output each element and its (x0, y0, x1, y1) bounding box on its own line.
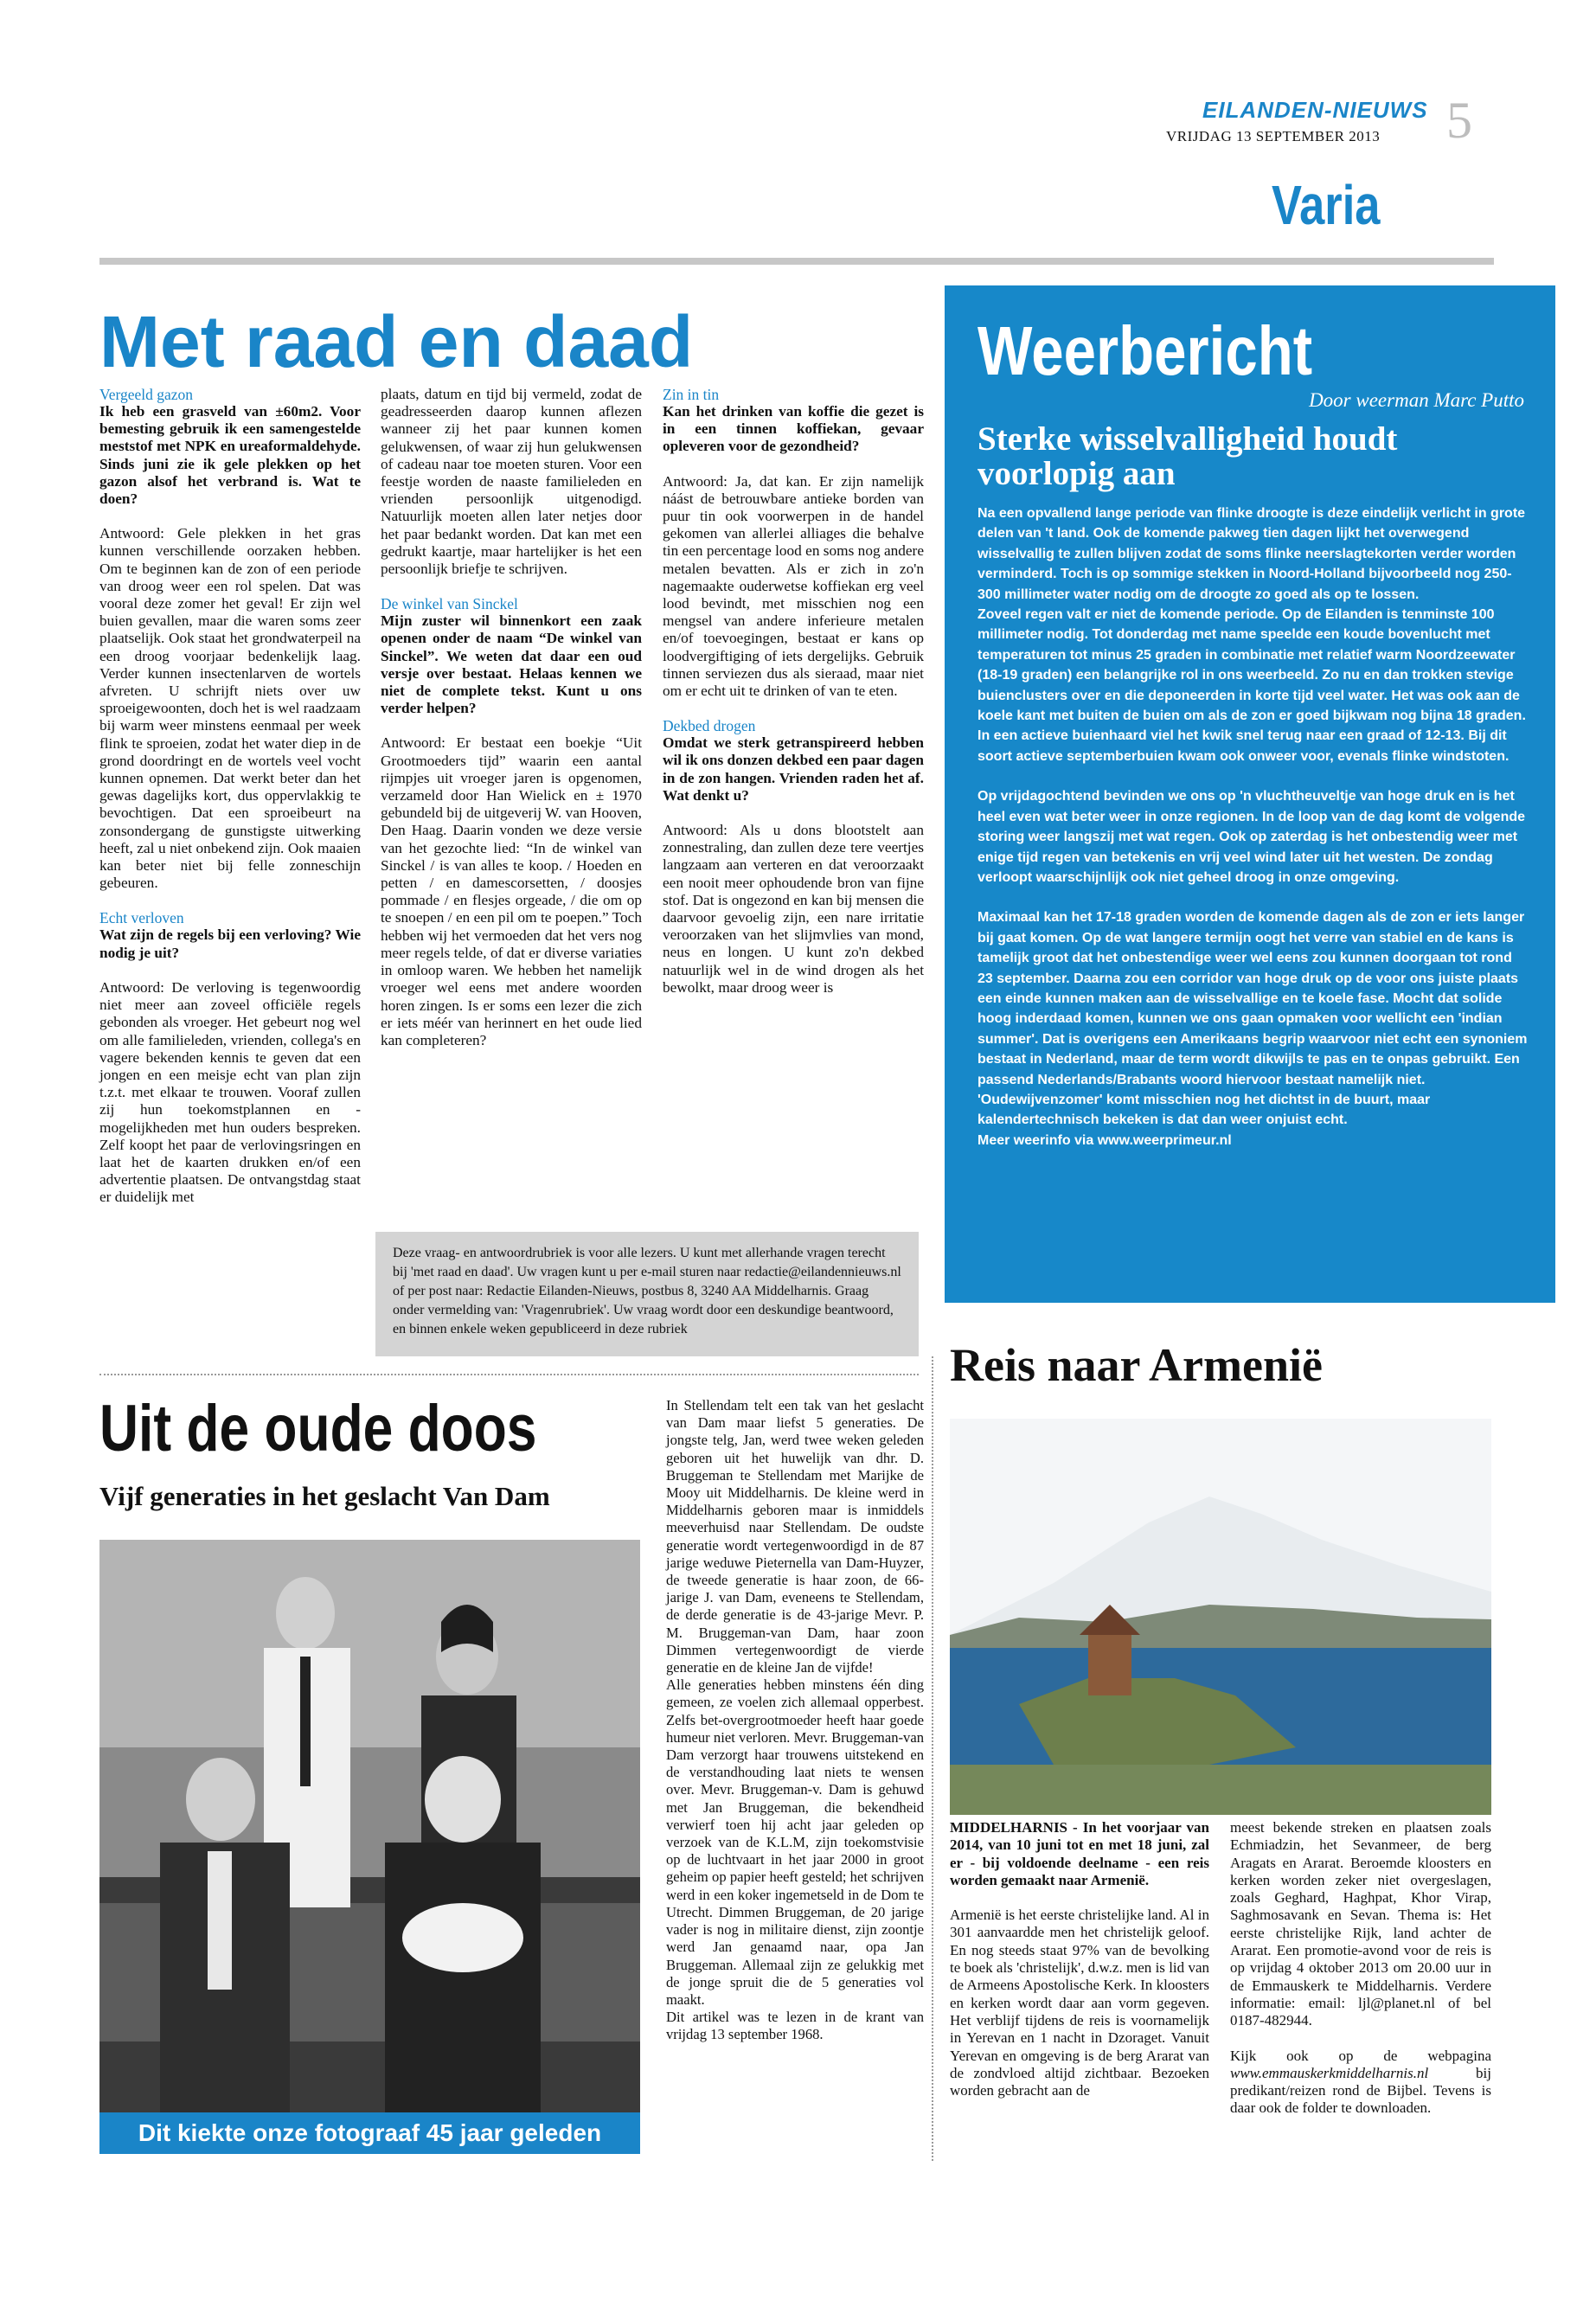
armenia-p2: meest bekende streken en plaatsen zoals Echmiadzin, het Sevanmeer, de berg Aragats en Ararat. Beroemde kloosters en kerken worden zeker niet overgeslagen, zoals Geghard, Haghpat, Khor Virap, Saghmosavank en Sevan. Thema is: Het eerste christelijke Rijk, land achter de Ararat. Een promotie-avond voor de reis is op vrijdag 4 oktober 2013 om 20.00 uur in de Emmauskerk te Middelharnis. Verdere informatie: email: ljl@planet.nl of bel 0187-482944. (1230, 1819, 1491, 2029)
doos-p2: Alle generaties hebben minstens één ding gemeen, ze voelen zich allemaal opperbest. Zelfs bet-overgrootmoeder heeft haar goede humeur niet verloren. Mevr. Bruggeman-van Dam verzorgt haar trouwens uitstekend en de verstandhouding laat niets te wensen over. Mevr. Bruggeman-v. Dam is gehuwd met Jan Bruggeman, die bekendheid verwierf toen hij acht jaar geleden op verzoek van de K.L.M, zijn toekomstvisie op de luchtvaart in het jaar 2000 in groot geheim op papier heeft gesteld; het schrijven werd in een koker ingemetseld in de Dom te Utrecht. Dimmen Bruggeman, de 20 jarige vader is nog in militaire dienst, zijn zoontje werd Jan genaamd naar, opa Jan Bruggeman. Allemaal zijn ze gelukkig met de jonge spruit die de 5 generaties vol maakt. (666, 1676, 924, 2008)
armenia-p1: Armenië is het eerste christelijke land. Al in 301 aanvaardde men het christelijk geloof. En nog steeds staat 97% van de bevolking te boek als 'christelijk', d.w.z. men is lid van de Armeens Apostolische Kerk. In kloosters en kerken wordt daar aan vorm gegeven. Het verblijf tijdens de reis is voornamelijk in Yerevan en 1 nacht in Dzoraget. Vanuit Yerevan en omgeving is de berg Ararat van de zondvloed altijd zichtbaar. Bezoeken worden gebracht aan de (950, 1907, 1209, 2099)
weather-p1: Na een opvallend lange periode van flinke droogte is deze eindelijk verlicht in grote delen van 't land. Ook de komende pakweg tien dagen lijkt het overwegend wisselvallig te zullen blijven zodat de soms flinke neerslagtekorten verder worden verminderd. Toch is op sommige stekken in Noord-Holland bijvoorbeeld nog 250-300 millimeter water nodig om de droogte zo goed als op te lossen. (977, 506, 1526, 602)
q5-heading: Dekbed drogen (663, 717, 756, 735)
q5-answer: Antwoord: Als u dons blootstelt aan zonnestraling, dan zullen deze tere veertjes langzaam aan verteren en dat veroorzaakt een nooit meer ophoudende bron van fijne stof. Dat is ongezond en kan bij mensen die daarvoor gevoelig zijn, een nare irritatie veroorzaken van het slijmvlies van mond, neus en longen. U kunt zo'n dekbed natuurlijk wel in de wind drogen als het bewolkt, maar droog weer is (663, 822, 924, 996)
q3-heading: De winkel van Sinckel (381, 595, 518, 613)
family-photo-illustration (99, 1540, 640, 2154)
weather-p2: Zoveel regen valt er niet de komende periode. Op de Eilanden is tenminste 100 millimeter nodig. Tot donderdag met name speelde een koude bovenlucht met temperaturen tot minus 25 graden in combinatie met relatief warm Noordzeewater (18-19 graden) een belangrijke rol in ons weerbeeld. Zo nu en dan trokken stevige buienclusters over en die deponeerden in korte tijd veel water. Het was ook aan de koele kant met buiten de buien om als de zon er goed bijkwam nog bijna 18 graden. In een actieve buienhaard viel het kwik snel terug naar een graad of 12-13. Bij dit soort actieve septemberbuien kwam ook onweer voor, evenals flinke windstoten. (977, 607, 1526, 764)
armenia-webpage-link[interactable]: www.emmauskerkmiddelharnis.nl (1230, 2064, 1429, 2081)
weather-p4: Maximaal kan het 17-18 graden worden de komende dagen als de zon er iets langer bij gaat komen. Op de wat langere termijn oogt het verre van stabiel en de kans is tamelijk groot dat het onbestendige weer wel eens zou kunnen doorgaan tot rond 23 september. Daarna zou een corridor van hoge druk op de voor ons juiste plaats een einde kunnen maken aan de wisselvallige en te koele fase. Mocht dat solide hoog inderdaad komen, kunnen we ons gaan opmaken voor wellicht een 'indian summer'. Dat is overigens een Amerikaans begrip waarvoor niet echt een synoniem bestaat in Nederland, maar de term wordt dikwijls te pas en te onpas gebruikt. Een passend Nederlands/Brabants woord hiervoor bestaat namelijk niet. 'Oudewijvenzomer' komt misschien nog het dichtst in de buurt, maar kalendertechnisch bekeken is dat dan weer onjuist echt. (977, 910, 1528, 1128)
armenia-title: Reis naar Armenië (950, 1339, 1323, 1391)
raad-info-box: Deze vraag- en antwoordrubriek is voor alle lezers. U kunt met allerhande vragen terecht bij 'met raad en daad'. Uw vragen kunt u per e-mail sturen naar redactie@eilandennieuws.nl of per post naar: Redactie Eilanden-Nieuws, postbus 8, 3240 AA Middelharnis. Graag onder vermelding van: 'Vragenrubriek'. Uw vraag wordt door een deskundige beantwoord, en binnen enkele weken gepubliceerd in deze rubriek (375, 1232, 919, 1356)
column-divider (932, 1356, 933, 2161)
weather-box (945, 285, 1555, 1303)
armenia-photo (950, 1419, 1491, 1815)
armenia-p3-text: Kijk ook op de webpagina (1230, 2047, 1491, 2064)
q2-answer-cont: plaats, datum en tijd bij vermeld, zodat de geadresseerden daarop kunnen aflezen wanneer zij het paar kunnen komen gelukwensen, of waar zij hun gelukwensen of cadeau naar toe moeten sturen. Voor een feestje worden de naaste familieleden en vrienden persoonlijk uitgenodigd. Natuurlijk moeten allen later netjes door het paar bedankt worden. Dat kan met een gedrukt kaartje, maar hartelijker is het een persoonlijk briefje te schrijven. (381, 386, 642, 578)
raad-bottom-rule (99, 1374, 919, 1375)
q2-question: Wat zijn de regels bij een verloving? Wie nodig je uit? (99, 926, 361, 961)
weather-headline: Sterke wisselvalligheid houdt voorlopig aan (977, 420, 1398, 492)
weather-title: Weerbericht (977, 312, 1313, 389)
q1-heading: Vergeeld gazon (99, 386, 194, 403)
weather-p3: Op vrijdagochtend bevinden we ons op 'n vluchtheuveltje van hoge druk en is het heel even wat beter weer in onze regionen. In de loop van de dag komt de volgende storing weer langszij met wat regen. Ook op zaterdag is het onbestendig weer met enige tijd regen van betekenis en vrij veel wind later uit het westen. De zondag verloopt waarschijnlijk ook niet geheel droog in onze omgeving. (977, 789, 1526, 885)
photo-caption: Dit kiekte onze fotograaf 45 jaar geleden (99, 2112, 640, 2154)
armenia-p3-text-2: bij predikant/reizen rond de Bijbel. Tevens is daar ook de folder te downloaden. (1230, 2064, 1491, 2117)
doos-title: Uit de oude doos (99, 1392, 537, 1465)
doos-subtitle: Vijf generaties in het geslacht Van Dam (99, 1481, 550, 1511)
issue-date: VRIJDAG 13 SEPTEMBER 2013 (1166, 128, 1381, 144)
header-rule (99, 258, 1494, 265)
doos-text (666, 1397, 924, 2061)
weather-byline: Door weerman Marc Putto (1309, 389, 1524, 411)
weather-link[interactable]: Meer weerinfo via www.weerprimeur.nl (977, 1132, 1232, 1148)
armenia-col-1 (950, 1819, 1209, 2117)
q1-answer: Antwoord: Gele plekken in het gras kunnen verschillende oorzaken hebben. Om te beginnen kan de zon of een periode van droog weer een rol spelen. Dat was vooral deze zomer het geval! Er zijn wel buien gevallen, maar die waren soms zeer plaatselijk. Ook staat het grondwaterpeil na een droog voorjaar bedenkelijk laag. Verder kunnen insectenlarven de wortels afvreten. U schrijft niets over uw sproeigewoonten, doch het is wel raadzaam bij warm weer minstens eenmaal per week flink te sproeien, zodat het water diep in de grond doordringt en de wortels veel vocht kunnen opnemen. Dat werkt beter dan het gewas dagelijks kort, dus oppervlakkig te bevochtigen. Dat een sproeibeurt na zonsondergang de gunstigste uitwerking heeft, zal u niet onbekend zijn. Ook maaien kan beter niet bij felle zonneschijn gebeuren. (99, 525, 361, 892)
q2-heading: Echt verloven (99, 909, 184, 927)
masthead-logo: EILANDEN-NIEUWS (1202, 97, 1428, 123)
q1-question: Ik heb een grasveld van ±60m2. Voor bemesting gebruik ik een samengestelde meststof met NPK en ureaformaldehyde. Sinds juni zie ik gele plekken op het gazon alsof het verbrand is. Wat te doen? (99, 403, 361, 508)
raad-title: Met raad en daad (99, 301, 694, 382)
q2-answer: Antwoord: De verloving is tegenwoordig niet meer aan zoveel officiële regels gebonden als vroeger. Het gebeurt nog wel om alle familieleden, vrienden, collega's en vagere bekenden kennis te geven dat een jongen en een meisje echt van plan zijn t.z.t. met elkaar te trouwen. Vooraf zullen zij hun toekomstplannen en -mogelijkheden met hun ouders bespreken. Zelf koopt het paar de verlovingsringen en laat het de kaarten drukken en/of een advertentie plaatsen. De ontvangstdag staat er duidelijk met (99, 978, 361, 1206)
q5-question: Omdat we sterk getranspireerd hebben wil ik ons donzen dekbed een paar dagen in de zon hangen. Vrienden raden het af. Wat denkt u? (663, 734, 924, 804)
q3-question: Mijn zuster wil binnenkort een zaak openen onder de naam “De winkel van Sinckel”. We weten dat daar een oud versje over bestaat. Helaas kennen we niet de complete tekst. Kunt u ons verder helpen? (381, 612, 642, 717)
armenia-lead: MIDDELHARNIS - In het voorjaar van 2014, van 10 juni tot en met 18 juni, zal er - bij voldoende deelname - een reis worden gemaakt naar Armenië. (950, 1819, 1209, 1888)
doos-p3: Dit artikel was te lezen in de krant van vrijdag 13 september 1968. (666, 2009, 924, 2043)
doos-p1: In Stellendam telt een tak van het geslacht van Dam maar liefst 5 generaties. De jongste telg, Jan, werd twee weken geleden geboren uit het huwelijk van dhr. D. Bruggeman te Stellendam met Marijke de Mooy uit Middelharnis. De kleine werd in Middelharnis geboren maar is inmiddels meeverhuisd naar Stellendam. De oudste generatie wordt vertegenwoordigd in de 87 jarige weduwe Pieternella van Dam-Huyzer, de tweede generatie is haar zoon, de 66-jarige J. van Dam, eveneens te Stellendam, de derde generatie is de 43-jarige Mevr. P. M. Bruggeman-van Dam, haar zoon Dimmen vertegenwoordigt de vierde generatie en de kleine Jan de vijfde! (666, 1397, 924, 1676)
raad-column-3 (663, 386, 924, 1014)
raad-column-2 (381, 386, 642, 1067)
section-title: Varia (1272, 174, 1381, 236)
q4-heading: Zin in tin (663, 386, 720, 403)
family-photo (99, 1540, 640, 2154)
armenia-landscape-illustration (950, 1419, 1491, 1815)
q4-question: Kan het drinken van koffie die gezet is in een tinnen koffiekan, gevaar opleveren voor de gezondheid? (663, 403, 924, 455)
armenia-p3 (1230, 2048, 1491, 2118)
raad-column-1 (99, 386, 361, 1224)
page-number: 5 (1446, 92, 1472, 149)
q4-answer: Antwoord: Ja, dat kan. Er zijn namelijk náást de betrouwbare antieke borden van puur tin ook voorwerpen in de handel gekomen van allerlei alliages die behalve tin een percentage lood en soms nog andere metalen bevatten. Als er zich in zo'n nagemaakte ouderwetse koffiekan erg veel lood bevindt, met misschien nog een mengsel van andere inferieure metalen en/of toevoegingen, bestaat er kans op loodvergiftiging of iets dergelijks. Gebruik tinnen serviezen dus als sieraad, maar niet om er echt uit te drinken of van te eten. (663, 472, 924, 700)
q3-answer: Antwoord: Er bestaat een boekje “Uit Grootmoeders tijd” waarin een aantal rijmpjes uit vroeger jaren is opgenomen, verzameld door Han Wielick en ± 1970 gebundeld bij de uitgeverij W. van Hooven, Den Haag. Daarin vonden we deze versie van het gezochte lied: “In de winkel van Sinckel / is van alles te koop. / Hoeden en petten / en damescorsetten, / doosjes pommade / en flesjes orgeade, / die om op te snoepen / en een pil om te poepen.” Toch hebben wij het vermoeden dat het vers nog meer regels telde, of dat er diverse variaties in omloop waren. We hebben het namelijk vroeger wel eens met andere woorden horen zingen. Is er soms een lezer die zich er iets méér van herinnert en het oude lied kan completeren? (381, 734, 642, 1048)
weather-body (977, 503, 1531, 1170)
armenia-col-2 (1230, 1819, 1491, 2135)
